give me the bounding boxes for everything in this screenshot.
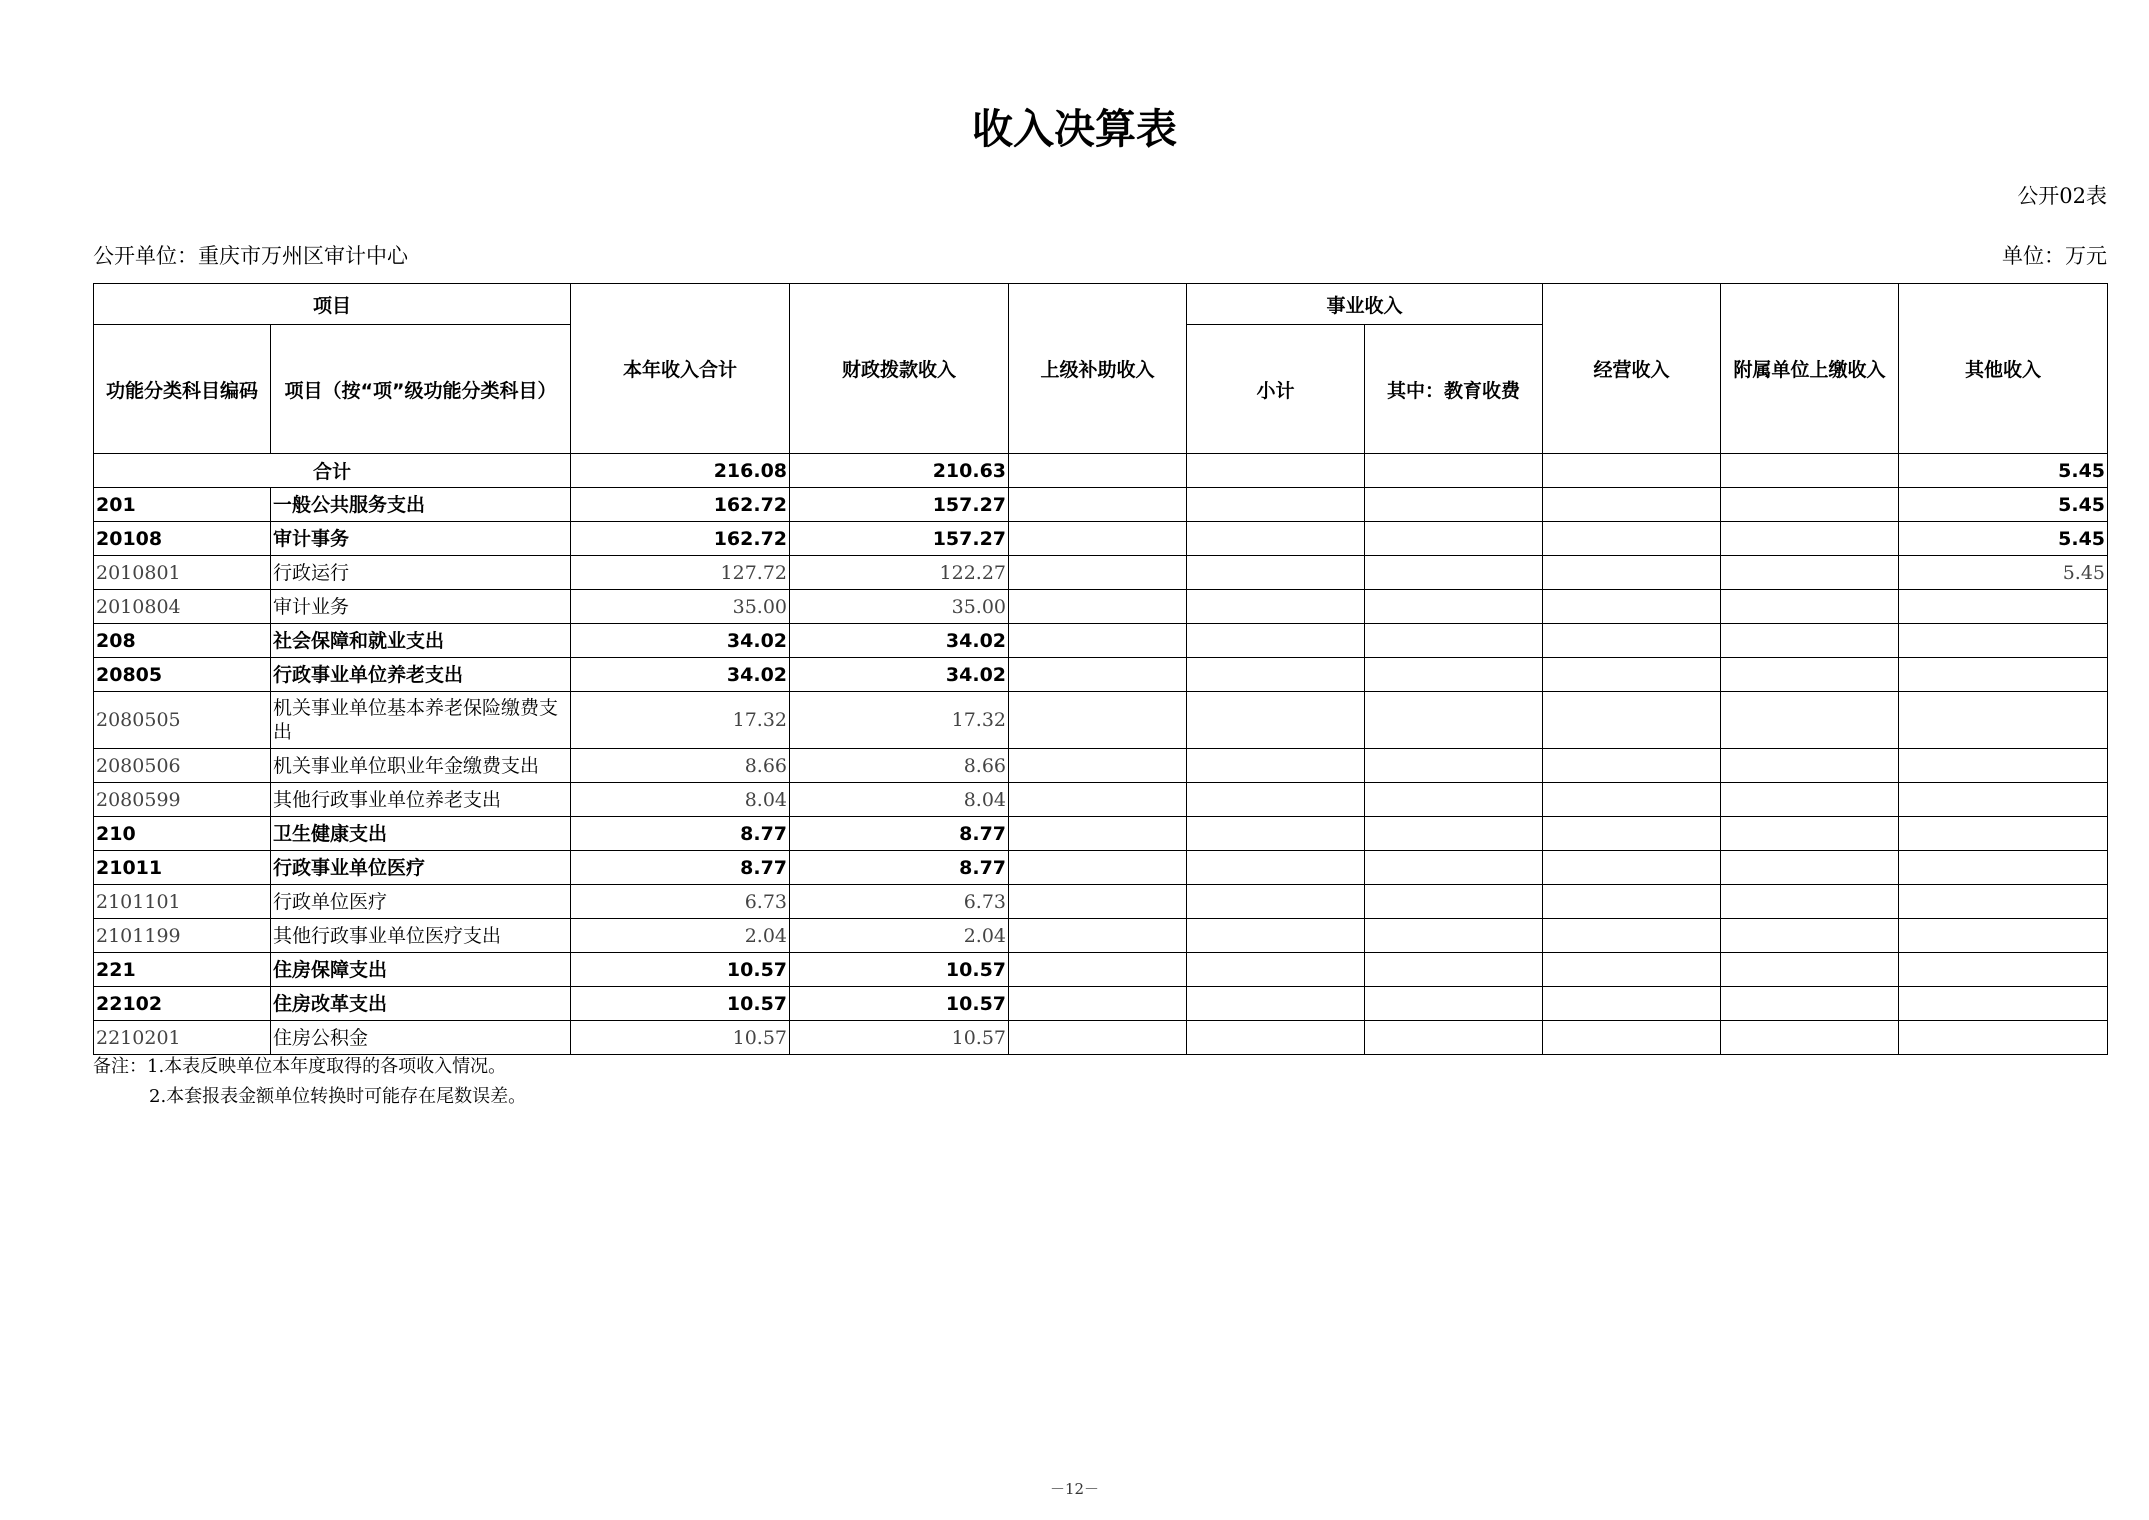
table-row (94, 658, 2108, 692)
empty-cell (1721, 987, 1899, 1021)
row-fiscal: 2.04 (790, 919, 1009, 953)
empty-cell (1721, 556, 1899, 590)
row-other (1899, 692, 2108, 749)
empty-cell (1365, 522, 1543, 556)
empty-cell (1721, 658, 1899, 692)
header-fiscal: 财政拨款收入 (790, 284, 1009, 454)
empty-cell (1009, 749, 1187, 783)
header-total: 本年收入合计 (571, 284, 790, 454)
table-row (94, 885, 2108, 919)
empty-cell (1721, 749, 1899, 783)
row-total: 34.02 (571, 658, 790, 692)
empty-cell (1721, 919, 1899, 953)
row-fiscal: 10.57 (790, 987, 1009, 1021)
row-fiscal: 8.66 (790, 749, 1009, 783)
row-other (1899, 919, 2108, 953)
row-other (1899, 590, 2108, 624)
row-other (1899, 817, 2108, 851)
empty-cell (1009, 1021, 1187, 1055)
header-name: 项目（按“项”级功能分类科目） (271, 325, 571, 454)
total-fiscal: 210.63 (790, 454, 1009, 488)
empty-cell (1721, 522, 1899, 556)
row-total: 10.57 (571, 987, 790, 1021)
row-total: 6.73 (571, 885, 790, 919)
row-code: 2080506 (94, 749, 271, 783)
empty-cell (1543, 1021, 1721, 1055)
table-row (94, 522, 2108, 556)
row-code: 2210201 (94, 1021, 271, 1055)
row-total: 2.04 (571, 919, 790, 953)
empty-cell (1187, 658, 1365, 692)
empty-cell (1543, 953, 1721, 987)
empty-cell (1009, 658, 1187, 692)
empty-cell (1543, 556, 1721, 590)
table-row (94, 783, 2108, 817)
empty-cell (1721, 590, 1899, 624)
page-title: 收入决算表 (972, 105, 1177, 153)
header-row-1 (94, 284, 2108, 325)
empty-cell (1365, 885, 1543, 919)
row-name: 审计业务 (271, 590, 571, 624)
row-total: 34.02 (571, 624, 790, 658)
table-row (94, 590, 2108, 624)
row-fiscal: 34.02 (790, 624, 1009, 658)
empty-cell (1009, 817, 1187, 851)
total-other: 5.45 (1899, 454, 2108, 488)
row-name: 行政事业单位养老支出 (271, 658, 571, 692)
table-row (94, 624, 2108, 658)
row-other: 5.45 (1899, 522, 2108, 556)
empty-cell (1543, 987, 1721, 1021)
empty-cell (1009, 783, 1187, 817)
empty-cell (1365, 987, 1543, 1021)
row-other: 5.45 (1899, 488, 2108, 522)
row-other (1899, 1021, 2108, 1055)
row-name: 卫生健康支出 (271, 817, 571, 851)
note-1: 备注：1.本表反映单位本年度取得的各项收入情况。 (93, 1056, 507, 1077)
row-code: 2010801 (94, 556, 271, 590)
empty-cell (1543, 749, 1721, 783)
empty-cell (1365, 749, 1543, 783)
row-total: 8.04 (571, 783, 790, 817)
row-name: 行政事业单位医疗 (271, 851, 571, 885)
empty-cell (1009, 851, 1187, 885)
header-operating: 经营收入 (1543, 284, 1721, 454)
row-code: 210 (94, 817, 271, 851)
empty-cell (1187, 556, 1365, 590)
row-total: 8.77 (571, 851, 790, 885)
empty-cell (1365, 488, 1543, 522)
row-name: 住房公积金 (271, 1021, 571, 1055)
row-fiscal: 8.77 (790, 817, 1009, 851)
row-code: 2101101 (94, 885, 271, 919)
row-name: 住房改革支出 (271, 987, 571, 1021)
empty-cell (1721, 454, 1899, 488)
empty-cell (1543, 783, 1721, 817)
empty-cell (1009, 488, 1187, 522)
empty-cell (1543, 522, 1721, 556)
table-row (94, 953, 2108, 987)
total-income: 216.08 (571, 454, 790, 488)
empty-cell (1009, 919, 1187, 953)
empty-cell (1365, 624, 1543, 658)
empty-cell (1721, 1021, 1899, 1055)
empty-cell (1187, 885, 1365, 919)
empty-cell (1365, 783, 1543, 817)
empty-cell (1543, 692, 1721, 749)
empty-cell (1009, 692, 1187, 749)
empty-cell (1721, 851, 1899, 885)
row-total: 10.57 (571, 1021, 790, 1055)
row-total: 10.57 (571, 953, 790, 987)
empty-cell (1543, 817, 1721, 851)
empty-cell (1187, 783, 1365, 817)
row-other (1899, 953, 2108, 987)
empty-cell (1009, 624, 1187, 658)
empty-cell (1543, 454, 1721, 488)
empty-cell (1365, 658, 1543, 692)
row-fiscal: 35.00 (790, 590, 1009, 624)
row-fiscal: 157.27 (790, 488, 1009, 522)
empty-cell (1187, 987, 1365, 1021)
row-code: 21011 (94, 851, 271, 885)
row-total: 162.72 (571, 488, 790, 522)
empty-cell (1721, 624, 1899, 658)
empty-cell (1009, 556, 1187, 590)
row-code: 208 (94, 624, 271, 658)
row-fiscal: 8.77 (790, 851, 1009, 885)
empty-cell (1009, 885, 1187, 919)
empty-cell (1187, 590, 1365, 624)
empty-cell (1187, 919, 1365, 953)
row-name: 行政运行 (271, 556, 571, 590)
empty-cell (1365, 851, 1543, 885)
row-other (1899, 783, 2108, 817)
row-total: 35.00 (571, 590, 790, 624)
empty-cell (1187, 817, 1365, 851)
empty-cell (1365, 919, 1543, 953)
table-row (94, 1021, 2108, 1055)
row-name: 一般公共服务支出 (271, 488, 571, 522)
empty-cell (1365, 590, 1543, 624)
empty-cell (1721, 783, 1899, 817)
table-row (94, 817, 2108, 851)
row-name: 其他行政事业单位医疗支出 (271, 919, 571, 953)
empty-cell (1543, 658, 1721, 692)
row-code: 22102 (94, 987, 271, 1021)
row-name: 行政单位医疗 (271, 885, 571, 919)
empty-cell (1543, 590, 1721, 624)
row-code: 221 (94, 953, 271, 987)
form-number: 公开02表 (2017, 184, 2107, 208)
row-other: 5.45 (1899, 556, 2108, 590)
empty-cell (1187, 522, 1365, 556)
empty-cell (1187, 749, 1365, 783)
table-row (94, 851, 2108, 885)
empty-cell (1187, 1021, 1365, 1055)
empty-cell (1187, 851, 1365, 885)
row-other (1899, 851, 2108, 885)
table-row (94, 488, 2108, 522)
row-total: 17.32 (571, 692, 790, 749)
header-item-group: 项目 (94, 284, 571, 325)
row-fiscal: 34.02 (790, 658, 1009, 692)
notes (93, 1052, 526, 1112)
empty-cell (1721, 953, 1899, 987)
row-other (1899, 749, 2108, 783)
row-fiscal: 10.57 (790, 953, 1009, 987)
header-other: 其他收入 (1899, 284, 2108, 454)
empty-cell (1009, 953, 1187, 987)
header-business-group: 事业收入 (1187, 284, 1543, 325)
header-education: 其中：教育收费 (1365, 325, 1543, 454)
header-superior: 上级补助收入 (1009, 284, 1187, 454)
header-affiliated: 附属单位上缴收入 (1721, 284, 1899, 454)
row-name: 社会保障和就业支出 (271, 624, 571, 658)
row-code: 2080599 (94, 783, 271, 817)
empty-cell (1543, 919, 1721, 953)
empty-cell (1187, 488, 1365, 522)
note-2: 2.本套报表金额单位转换时可能存在尾数误差。 (149, 1086, 527, 1107)
empty-cell (1365, 1021, 1543, 1055)
empty-cell (1365, 953, 1543, 987)
row-name: 审计事务 (271, 522, 571, 556)
table-row (94, 919, 2108, 953)
empty-cell (1365, 692, 1543, 749)
reporting-unit: 公开单位：重庆市万州区审计中心 (93, 244, 408, 268)
header-subtotal: 小计 (1187, 325, 1365, 454)
total-label: 合计 (94, 454, 571, 488)
row-fiscal: 122.27 (790, 556, 1009, 590)
empty-cell (1009, 590, 1187, 624)
row-other (1899, 658, 2108, 692)
empty-cell (1543, 885, 1721, 919)
row-fiscal: 17.32 (790, 692, 1009, 749)
empty-cell (1009, 454, 1187, 488)
table-row (94, 556, 2108, 590)
row-other (1899, 987, 2108, 1021)
empty-cell (1721, 817, 1899, 851)
table-row (94, 692, 2108, 749)
empty-cell (1721, 692, 1899, 749)
row-code: 20805 (94, 658, 271, 692)
empty-cell (1721, 488, 1899, 522)
table-row (94, 987, 2108, 1021)
row-name: 机关事业单位职业年金缴费支出 (271, 749, 571, 783)
row-code: 2101199 (94, 919, 271, 953)
empty-cell (1365, 556, 1543, 590)
row-other (1899, 624, 2108, 658)
row-total: 127.72 (571, 556, 790, 590)
row-fiscal: 8.04 (790, 783, 1009, 817)
page-number: －12－ (1049, 1480, 1100, 1498)
row-total: 8.66 (571, 749, 790, 783)
empty-cell (1721, 885, 1899, 919)
row-other (1899, 885, 2108, 919)
row-code: 201 (94, 488, 271, 522)
empty-cell (1009, 522, 1187, 556)
empty-cell (1187, 624, 1365, 658)
row-total: 8.77 (571, 817, 790, 851)
empty-cell (1187, 454, 1365, 488)
row-code: 2010804 (94, 590, 271, 624)
total-row (94, 454, 2108, 488)
empty-cell (1543, 488, 1721, 522)
row-fiscal: 157.27 (790, 522, 1009, 556)
header-code: 功能分类科目编码 (94, 325, 271, 454)
row-name: 住房保障支出 (271, 953, 571, 987)
empty-cell (1009, 987, 1187, 1021)
income-table (93, 283, 2108, 1055)
empty-cell (1365, 817, 1543, 851)
empty-cell (1187, 692, 1365, 749)
empty-cell (1543, 624, 1721, 658)
row-fiscal: 6.73 (790, 885, 1009, 919)
empty-cell (1365, 454, 1543, 488)
row-name: 机关事业单位基本养老保险缴费支出 (271, 692, 571, 749)
empty-cell (1543, 851, 1721, 885)
empty-cell (1187, 953, 1365, 987)
row-code: 20108 (94, 522, 271, 556)
row-fiscal: 10.57 (790, 1021, 1009, 1055)
row-total: 162.72 (571, 522, 790, 556)
row-code: 2080505 (94, 692, 271, 749)
row-name: 其他行政事业单位养老支出 (271, 783, 571, 817)
table-row (94, 749, 2108, 783)
currency-unit: 单位：万元 (2002, 244, 2107, 268)
